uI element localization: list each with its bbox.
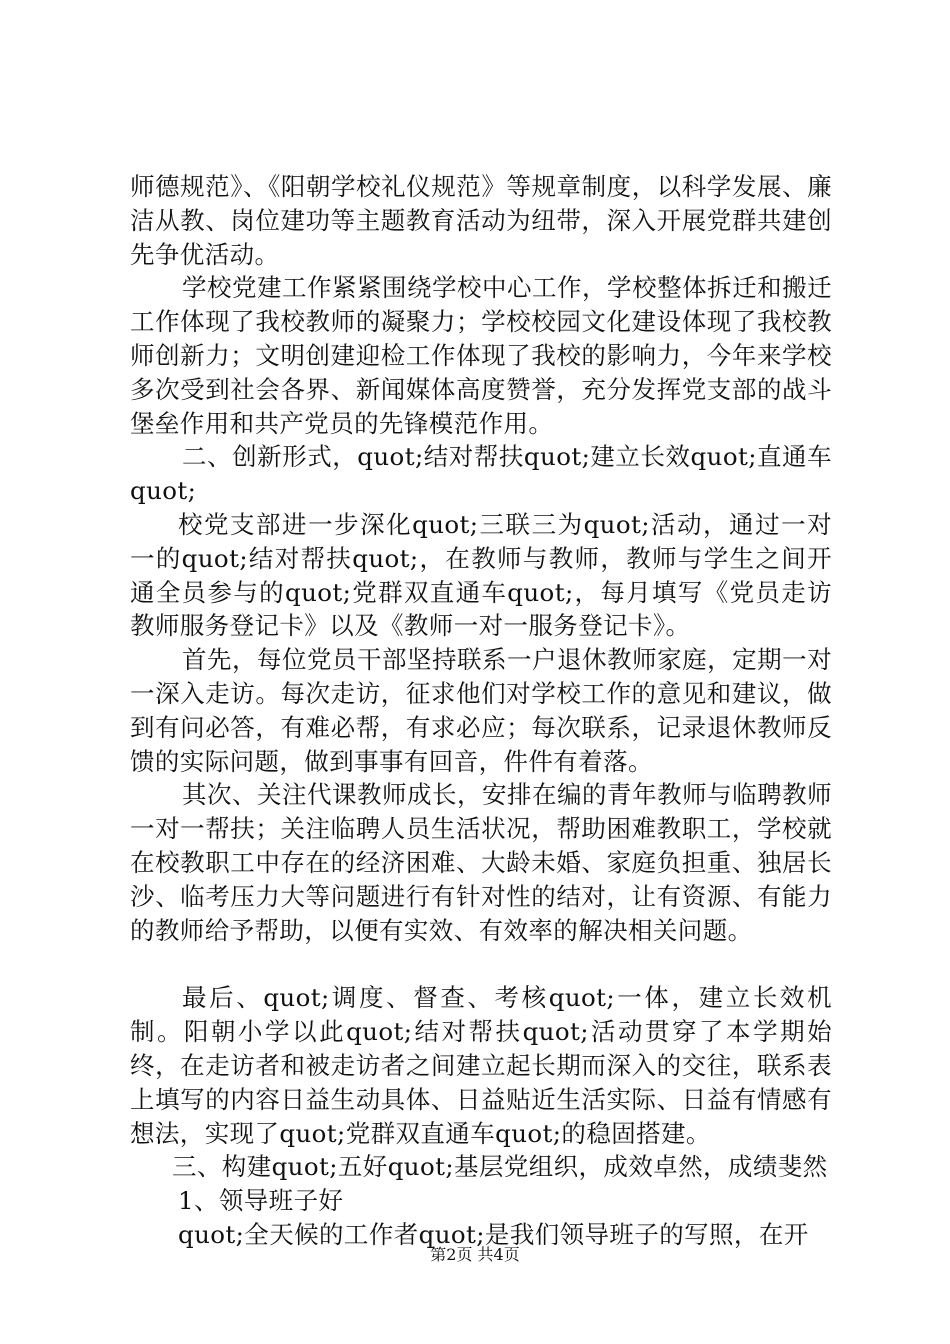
section-heading-3: 三、构建quot;五好quot;基层党组织，成效卓然，成绩斐然 bbox=[172, 1152, 828, 1182]
page-footer: 第2页 共4页 bbox=[430, 1245, 520, 1264]
paragraph-second: 其次、关注代课教师成长，安排在编的青年教师与临聘教师一对一帮扶；关注临聘人员生活状况，帮助困难教职工，学校就在校教职工中存在的经济困难、大龄未婚、家庭负担重、独居长沙、临考压力大等问题进行有针对性的结对，让有资源、有能力的教师给予帮助，以便有实效、有效率的解决相关问题。 bbox=[130, 780, 832, 945]
subheading-leadership: 1、领导班子好 bbox=[178, 1186, 344, 1216]
paragraph-last: 最后、quot;调度、督查、考核quot;一体，建立长效机制。阳朝小学以此quot;结对帮扶quot;活动贯穿了本学期始终，在走访者和被走访者之间建立起长期而深入的交往，联系表上填写的内容日益生动具体、日益贴近生活实际、日益有情感有想法，实现了quot;党群双直通车quot;的稳固搭建。 bbox=[130, 983, 832, 1148]
paragraph-branch-activity: 校党支部进一步深化quot;三联三为quot;活动，通过一对一的quot;结对帮扶quot;，在教师与教师，教师与学生之间开通全员参与的quot;党群双直通车quot;，每月填写《党员走访教师服务登记卡》以及《教师一对一服务登记卡》。 bbox=[130, 509, 832, 641]
paragraph-first: 首先，每位党员干部坚持联系一户退休教师家庭，定期一对一深入走访。每次走访，征求他们对学校工作的意见和建议，做到有问必答，有难必帮，有求必应；每次联系，记录退休教师反馈的实际问题，做到事事有回音，件件有着落。 bbox=[130, 645, 832, 776]
document-body bbox=[130, 170, 832, 1252]
paragraph-party-building: 学校党建工作紧紧围绕学校中心工作，学校整体拆迁和搬迁工作体现了我校教师的凝聚力；学校校园文化建设体现了我校教师创新力；文明创建迎检工作体现了我校的影响力，今年来学校多次受到社会各界、新闻媒体高度赞誉，充分发挥党支部的战斗堡垒作用和共产党员的先锋模范作用。 bbox=[130, 273, 832, 438]
paragraph-continuation: 师德规范》、《阳朝学校礼仪规范》等规章制度，以科学发展、廉洁从教、岗位建功等主题教育活动为纽带，深入开展党群共建创先争优活动。 bbox=[130, 172, 832, 269]
section-heading-2: 二、创新形式，quot;结对帮扶quot;建立长效quot;直通车quot; bbox=[130, 442, 832, 506]
paragraph-leadership: quot;全天候的工作者quot;是我们领导班子的写照，在开 bbox=[178, 1219, 809, 1249]
